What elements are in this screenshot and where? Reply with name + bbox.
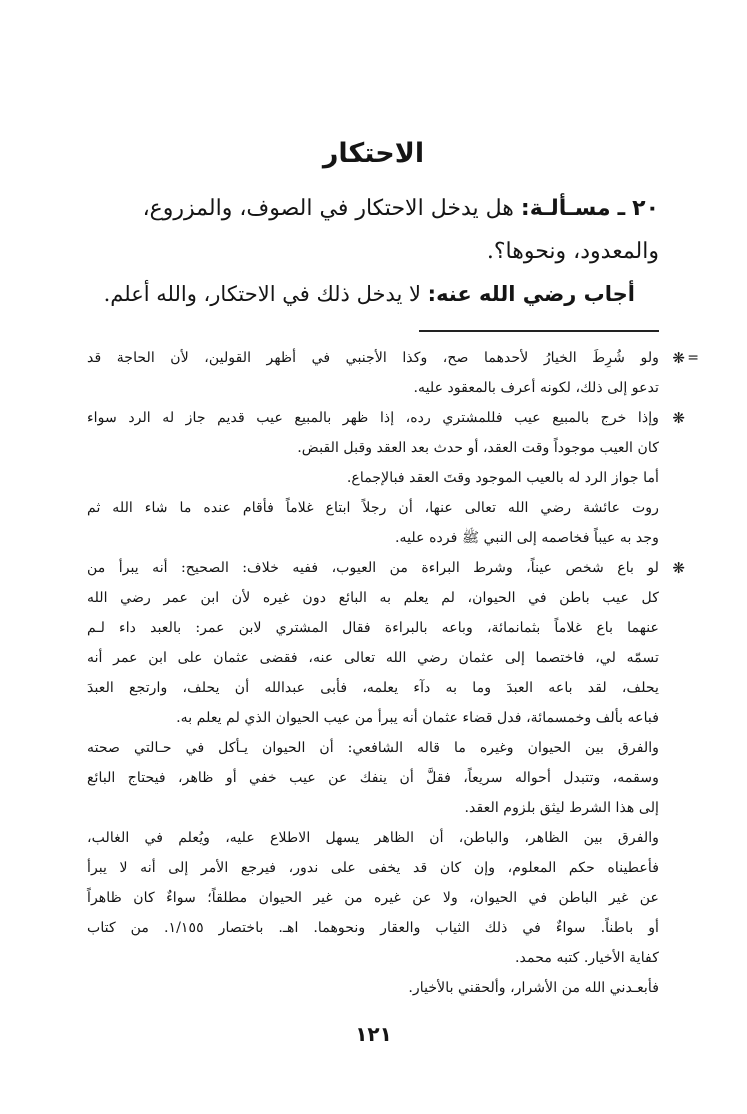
footnote-line: كان العيب موجوداً وقت العقد، أو حدث بعد العقد وقبل القبض. bbox=[297, 440, 659, 456]
answer-text: لا يدخل ذلك في الاحتكار، والله أعلم. bbox=[103, 282, 421, 306]
footnote-line: تسمّه لي، فاختصما إلى عثمان رضي الله تعالى عنه، فقضى عثمان على ابن عمر أنه bbox=[87, 650, 659, 666]
footnote-line: أو باطناً. سواءٌ في ذلك الثياب والعقار ونحوهما. اهـ. باختصار ١/١٥٥. من كتاب bbox=[87, 920, 659, 936]
footnote-star-icon: ❋ bbox=[672, 349, 685, 367]
footnote-line: عن غير الباطن في الحيوان، ولا عن غيره من غير الحيوان مطلقاً؛ سواءٌ كان ظاهراً bbox=[87, 890, 659, 906]
footnote-star-icon: ❋ bbox=[672, 409, 685, 427]
footnote-block bbox=[87, 823, 659, 973]
footnote-block bbox=[87, 463, 659, 493]
footnote-line: كفاية الأخيار. كتبه محمد. bbox=[515, 950, 659, 966]
footnote-line: لو باع شخص عيناً، وشرط البراءة من العيوب، ففيه خلاف: الصحيح: أنه يبرأ من bbox=[87, 560, 659, 576]
question-dash: ـ bbox=[617, 196, 626, 221]
continuation-mark: = bbox=[687, 350, 699, 366]
footnote-line: فأعطيناه حكم المعلوم، وإن كان قد يخفى على ندور، فيرجع الأمر إلى أنه لا يبرأ bbox=[87, 860, 659, 876]
footnote-line: ولو شُرِطَ الخيارُ لأحدهما صح، وكذا الأجنبي في أظهر القولين، لأن الحاجة قد bbox=[87, 350, 659, 366]
footnote-block bbox=[87, 973, 659, 1003]
footnote-line: والفرق بين الظاهر، والباطن، أن الظاهر يسهل الاطلاع عليه، ويُعلم في الغالب، bbox=[87, 830, 659, 846]
answer-line bbox=[75, 282, 635, 306]
footnote-separator bbox=[419, 330, 659, 332]
page-number: ١٢١ bbox=[355, 1022, 392, 1046]
page-title: الاحتكار bbox=[322, 138, 425, 169]
footnote-line: يحلف، لقد باعه العبدَ وما به دآء يعلمه، فأبى عبدالله أن يحلف، وارتجع العبدَ bbox=[87, 680, 659, 696]
footnote-line: وسقمه، وتتبدل أحواله سريعاً، فقلَّ أن ينفك عن عيب خفي أو ظاهر، فيحتاج البائع bbox=[87, 770, 659, 786]
footnote-line: أما جواز الرد له بالعيب الموجود وقتَ العقد فبالإجماع. bbox=[346, 470, 659, 486]
footnote-block bbox=[87, 493, 659, 553]
question-line-2: والمعدود، ونحوها؟. bbox=[486, 239, 659, 264]
footnote-line: عنهما باع غلاماً بثمانمائة، وباعه بالبراءة فقال المشتري لابن عمر: بالعبد داء لـم bbox=[87, 620, 659, 636]
footnote-line: وإذا خرج بالمبيع عيب فللمشتري رده، إذا ظهر بالمبيع عيب قديم جاز له الرد سواء bbox=[87, 410, 659, 426]
footnote-block bbox=[87, 343, 699, 403]
footnote-line: فأبعـدني الله من الأشرار، وألحقني بالأخيار. bbox=[408, 980, 659, 996]
footnote-line: فباعه بألف وخمسمائة، فدل قضاء عثمان أنه يبرأ من عيب الحيوان الذي لم يعلم به. bbox=[176, 710, 659, 726]
question-text: هل يدخل الاحتكار في الصوف، والمزروع، bbox=[142, 196, 514, 221]
footnote-star-icon: ❋ bbox=[672, 559, 685, 577]
footnotes bbox=[87, 343, 699, 1003]
answer-label: أجاب رضي الله عنه: bbox=[427, 282, 635, 306]
footnote-line: والفرق بين الحيوان وغيره ما قاله الشافعي: أن الحيوان يـأكل في حـالتي صحته bbox=[87, 740, 659, 756]
footnote-line: روت عائشة رضي الله تعالى عنها، أن رجلاً ابتاع غلاماً فأقام عنده ما شاء الله ثم bbox=[87, 500, 659, 516]
footnote-line: تدعو إلى ذلك، لكونه أعرف بالمعقود عليه. bbox=[413, 380, 659, 396]
question-label: مسـألـة: bbox=[520, 196, 611, 221]
footnote-block bbox=[87, 733, 659, 823]
question-line-1 bbox=[99, 196, 659, 221]
footnote-block bbox=[87, 553, 685, 733]
question-number: ٢٠ bbox=[632, 196, 659, 221]
footnote-line: كل عيب باطن في الحيوان، لم يعلم به البائع دون غيره لأن ابن عمر رضي الله bbox=[87, 590, 659, 606]
footnote-line: إلى هذا الشرط ليثق بلزوم العقد. bbox=[464, 800, 659, 816]
footnote-block bbox=[87, 403, 685, 463]
footnote-line: وجد به عيباً فخاصمه إلى النبي ﷺ فرده عليه. bbox=[395, 530, 659, 546]
